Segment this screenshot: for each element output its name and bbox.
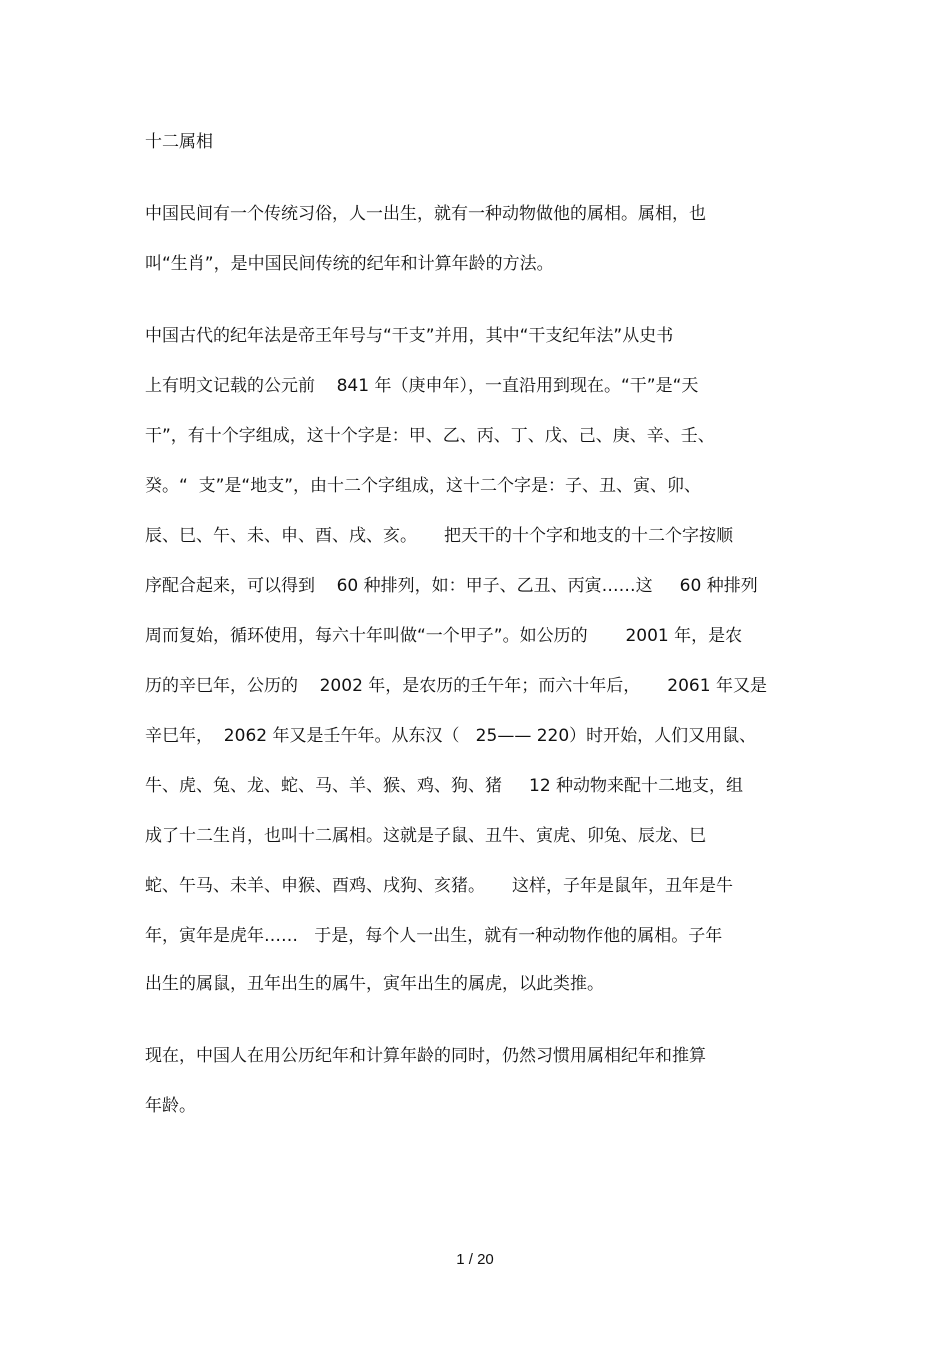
paragraph-2-line-2: 上有明文记载的公元前 841 年（庚申年），一直沿用到现在。“干”是“天	[145, 376, 699, 396]
paragraph-2-line-9: 辛巳年， 2062 年又是壬午年。从东汉（ 25—— 220）时开始，人们又用鼠、	[145, 726, 757, 746]
paragraph-2-line-1: 中国古代的纪年法是帝王年号与“干支”并用，其中“干支纪年法”从史书	[145, 326, 674, 346]
paragraph-2-line-8: 历的辛巳年，公历的 2002 年，是农历的壬午年；而六十年后， 2061 年又是	[145, 676, 767, 696]
paragraph-2-line-5: 辰、巳、午、未、申、酉、戌、亥。 把天干的十个字和地支的十二个字按顺	[145, 526, 734, 546]
page-number: 1 / 20	[456, 1251, 494, 1268]
paragraph-2-line-3: 干”，有十个字组成，这十个字是：甲、乙、丙、丁、戊、己、庚、辛、壬、	[145, 426, 715, 446]
paragraph-1-line-2: 叫“生肖”，是中国民间传统的纪年和计算年龄的方法。	[145, 254, 554, 274]
paragraph-2-line-7: 周而复始，循环使用，每六十年叫做“一个甲子”。如公历的 2001 年，是农	[145, 626, 743, 646]
paragraph-2-line-11: 成了十二生肖，也叫十二属相。这就是子鼠、丑牛、寅虎、卯兔、辰龙、巳	[145, 826, 706, 846]
paragraph-2-line-6: 序配合起来，可以得到 60 种排列，如：甲子、乙丑、丙寅……这 60 种排列	[145, 576, 758, 596]
paragraph-3-line-2: 年龄。	[145, 1096, 196, 1116]
paragraph-2-line-4: 癸。“ 支”是“地支”，由十二个字组成，这十二个字是：子、丑、寅、卯、	[145, 476, 702, 496]
paragraph-2-line-13: 年，寅年是虎年…… 于是，每个人一出生，就有一种动物作他的属相。子年	[145, 926, 723, 946]
paragraph-1-line-1: 中国民间有一个传统习俗，人一出生，就有一种动物做他的属相。属相，也	[145, 204, 706, 224]
paragraph-2-line-12: 蛇、午马、未羊、申猴、酉鸡、戌狗、亥猪。 这样，子年是鼠年，丑年是牛	[145, 876, 734, 896]
paragraph-2-line-14: 出生的属鼠，丑年出生的属牛，寅年出生的属虎，以此类推。	[145, 974, 604, 994]
document-title: 十二属相	[145, 132, 213, 152]
paragraph-3-line-1: 现在，中国人在用公历纪年和计算年龄的同时，仍然习惯用属相纪年和推算	[145, 1046, 706, 1066]
paragraph-2-line-10: 牛、虎、兔、龙、蛇、马、羊、猴、鸡、狗、猪 12 种动物来配十二地支，组	[145, 776, 744, 796]
